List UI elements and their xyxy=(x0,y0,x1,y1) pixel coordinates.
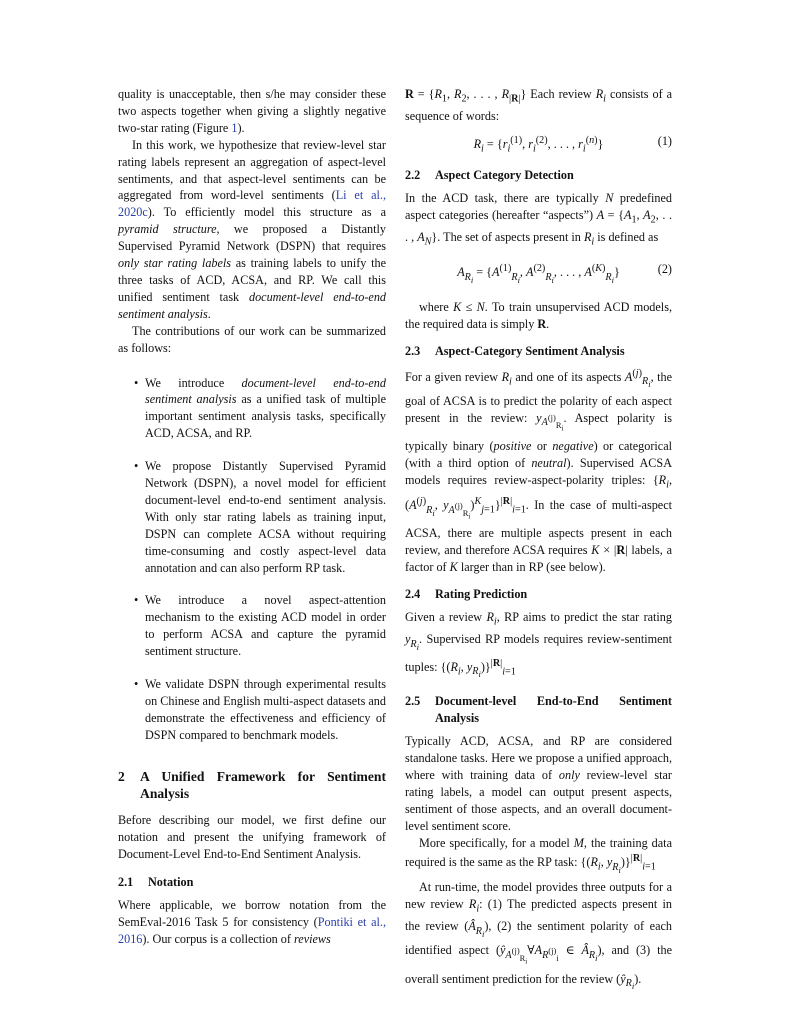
equation-2: $A_{R_i} = \{A^{(1)}_{R_i}$, $A^{(2)}_{R_i}$, . . . , $A^{(K)}_{R_i}$} (2) xyxy=(457,262,672,285)
contributions-list xyxy=(118,375,386,744)
section-2-heading: 2 A Unified Framework for Sentiment Analysis xyxy=(118,768,386,801)
list-item: • We propose Distantly Supervised Pyramid Network (DSPN), a novel model for efficient document-level end-to-end sentiment analysis. With only star rating labels as training input, DSPN can complete ACSA without requiring time-consuming and costly aspect-level data annotation and can also perform RP task. xyxy=(118,458,386,576)
citation-li-2020c[interactable]: Li et al., 2020c xyxy=(118,188,386,220)
right-paragraph-3: where K ≤ N. To train unsupervised ACD models, the required data is simply R. xyxy=(405,299,672,331)
left-paragraph-3: The contributions of our work can be summarized as follows: xyxy=(118,323,386,355)
right-paragraph-1: $R = \{R_1$, $R_2$, . . . , $R_{|R|}$} Each review $R_i$ consists of a sequence of words: xyxy=(405,87,673,124)
left-paragraph-4: Before describing our model, we first define our notation and present the unifying framework of Document-Level End-to-End Sentiment Analysis. xyxy=(118,812,386,861)
right-paragraph-2: In the ACD task, there are typically N predefined aspect categories (hereafter “aspects”) $A = \{A_1$, $A_2$, . . . , $A_N$}. The set of aspects present in $R_i$ is defined as xyxy=(405,190,673,248)
right-paragraph-6: Typically ACD, ACSA, and RP are considered standalone tasks. Here we propose a unified approach, where with training data of only review-level star rating labels, a model can output present aspects, sentiment of those aspects, and an overall document-level sentiment score. xyxy=(405,734,672,833)
right-paragraph-8: At run-time, the model provides three outputs for a new review $R_i$: (1) The predicted aspects present in the review $(Â_{R_i})$, (2) the sentiment polarity of each identified aspect ($ŷ_{A^{(j)}_{R_i}}\forall A_{R^{(j)}_i}$ ∈ $Â_{R_i}$), and (3) the overall sentiment prediction for the review $(ŷ_{R_i})$. xyxy=(405,879,672,991)
left-paragraph-2: In this work, we hypothesize that review-level star rating labels represent an aggregation of aspect-level sentiments, and that aspect-level sentiments can be aggregated from word-level sentiments (Li et al., 2020c). To efficiently model this structure as a pyramid structure, we proposed a Distantly Supervised Pyramid Network (DSPN) that requires only star rating labels as training labels to unify the three tasks of ACD, ACSA, and RP. We call this unified sentiment task document-level end-to-end sentiment analysis. xyxy=(118,137,387,321)
figure-link[interactable]: 1 xyxy=(231,120,238,135)
left-paragraph-1: quality is unacceptable, then s/he may consider these two aspects together when giving a slightly negative two-star rating (Figure 1). xyxy=(118,87,386,135)
right-column xyxy=(405,86,672,995)
left-paragraph-5: Where applicable, we borrow notation from the SemEval-2016 Task 5 for consistency (Pontiki et al., 2016). Our corpus is a collection of reviews xyxy=(118,898,386,947)
section-2-4-heading: 2.4 Rating Prediction xyxy=(405,586,528,601)
left-column xyxy=(118,86,386,948)
section-2-3-heading: 2.3 Aspect-Category Sentiment Analysis xyxy=(405,343,625,358)
section-2-5-heading: 2.5 Document-level End-to-End Sentiment Analysis xyxy=(405,694,672,726)
equation-1: $R_i = \{r_i^{(1)}$, $r_i^{(2)}$, . . . , $r_i^{(n)}$} (1) xyxy=(473,134,672,155)
right-paragraph-4: For a given review $R_i$ and one of its aspects $A^{(j)}_{R_i}$, the goal of ACSA is to predict the polarity of each aspect present in the review: $y_{A^{(j)}_{R_i}}$. Aspect polarity is typically binary (positive or negative) or categorical (with a third option of neutral). Supervised ACSA models requires review-aspect-polarity triples: {$R_i$, ($A^{(j)}_{R_i}$, $y_{A^{(j)}_{R_i}})^K_{j=1}\}^{|R|}_{i=1}$. In the case of multi-aspect ACSA, there are multiple aspects present in each review, and therefore ACSA requires K × |R| labels, a factor of K larger than in RP (see below). xyxy=(405,367,673,574)
list-item: • We introduce a novel aspect-attention mechanism to the existing ACD model in order to perform ACSA and capture the pyramid sentiment structure. xyxy=(118,592,386,660)
right-paragraph-7: More specifically, for a model M, the training data required is the same as the RP task: {($R_i$, $y_{R_i})\}^{|R|}_{i=1}$ xyxy=(405,835,672,875)
citation-pontiki-2016[interactable]: Pontiki et al., 2016 xyxy=(118,915,386,947)
list-item: • We validate DSPN through experimental results on Chinese and English multi-aspect datasets and demonstrate the effectiveness and efficiency of DSPN compared to benchmark models. xyxy=(118,676,386,744)
list-item: • We introduce document-level end-to-end sentiment analysis as a unified task of multiple important sentiment analysis tasks, specifically ACD, ACSA, and RP. xyxy=(118,375,386,443)
section-2-2-heading: 2.2 Aspect Category Detection xyxy=(405,167,574,182)
section-2-1-heading: 2.1 Notation xyxy=(118,875,194,890)
right-paragraph-5: Given a review $R_i$, RP aims to predict the star rating $y_{R_i}$. Supervised RP models requires review-sentiment tuples: {($R_i$, $y_{R_i})\}^{|R|}_{i=1}$ xyxy=(405,609,672,680)
